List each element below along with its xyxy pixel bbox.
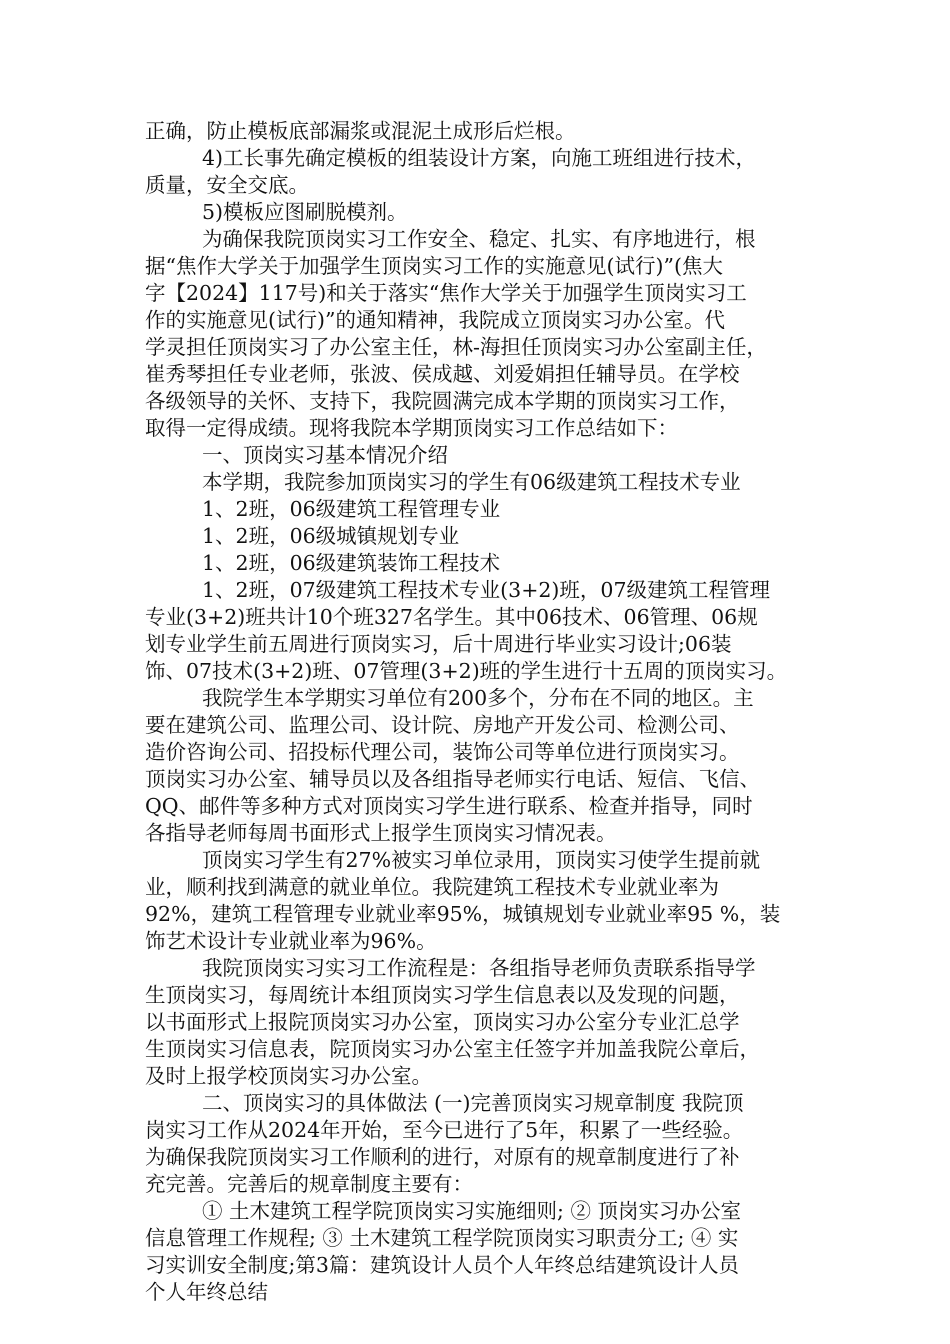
text-line: 充完善。完善后的规章制度主要有： (145, 1172, 473, 1196)
text-line: 正确，防止模板底部漏浆或混泥土成形后烂根。 (145, 119, 576, 143)
text-line: 1、2班，06级城镇规划专业 (202, 524, 460, 548)
text-line: 顶岗实习办公室、辅导员以及各组指导老师实行电话、短信、飞信、 (145, 767, 760, 791)
text-line: 要在建筑公司、监理公司、设计院、房地产开发公司、检测公司、 (145, 713, 740, 737)
text-line: 二、顶岗实习的具体做法 (一)完善顶岗实习规章制度 我院顶 (202, 1091, 744, 1115)
text-line: 各级领导的关怀、支持下，我院圆满完成本学期的顶岗实习工作， (145, 389, 740, 413)
text-line: 我院顶岗实习实习工作流程是：各组指导老师负责联系指导学 (202, 956, 756, 980)
text-line: 及时上报学校顶岗实习办公室。 (145, 1064, 432, 1088)
text-line: 各指导老师每周书面形式上报学生顶岗实习情况表。 (145, 821, 617, 845)
text-line: 为确保我院顶岗实习工作安全、稳定、扎实、有序地进行，根 (202, 227, 756, 251)
text-line: 造价咨询公司、招投标代理公司，装饰公司等单位进行顶岗实习。 (145, 740, 740, 764)
text-line: 生顶岗实习，每周统计本组顶岗实习学生信息表以及发现的问题， (145, 983, 740, 1007)
text-line: 字【2024】117号)和关于落实“焦作大学关于加强学生顶岗实习工 (145, 281, 747, 305)
text-line: 我院学生本学期实习单位有200多个，分布在不同的地区。主 (202, 686, 754, 710)
text-line: 以书面形式上报院顶岗实习办公室，顶岗实习办公室分专业汇总学 (145, 1010, 740, 1034)
text-line: 取得一定得成绩。现将我院本学期顶岗实习工作总结如下： (145, 416, 678, 440)
text-line: 习实训安全制度;第3篇：建筑设计人员个人年终总结建筑设计人员 (145, 1253, 739, 1277)
text-line: 饰艺术设计专业就业率为96%。 (145, 929, 437, 953)
text-line: 划专业学生前五周进行顶岗实习，后十周进行毕业实习设计;06装 (145, 632, 732, 656)
text-line: 5)模板应图刷脱模剂。 (202, 200, 408, 224)
text-line: 1、2班，06级建筑装饰工程技术 (202, 551, 501, 575)
text-line: 据“焦作大学关于加强学生顶岗实习工作的实施意见(试行)”(焦大 (145, 254, 723, 278)
text-line: 一、顶岗实习基本情况介绍 (202, 443, 448, 467)
text-line: ① 土木建筑工程学院顶岗实习实施细则; ② 顶岗实习办公室 (202, 1199, 741, 1223)
text-line: 本学期，我院参加顶岗实习的学生有06级建筑工程技术专业 (202, 470, 741, 494)
text-line: 质量，安全交底。 (145, 173, 309, 197)
text-line: 作的实施意见(试行)”的通知精神，我院成立顶岗实习办公室。代 (145, 308, 725, 332)
text-line: 专业(3+2)班共计10个班327名学生。其中06技术、06管理、06规 (145, 605, 758, 629)
text-line: 92%，建筑工程管理专业就业率95%，城镇规划专业就业率95 %，装 (145, 902, 781, 926)
text-line: 崔秀琴担任专业老师，张波、侯成越、刘爱娟担任辅导员。在学校 (145, 362, 740, 386)
text-line: 1、2班，06级建筑工程管理专业 (202, 497, 501, 521)
text-line: 岗实习工作从2024年开始，至今已进行了5年，积累了一些经验。 (145, 1118, 744, 1142)
document-body (145, 118, 810, 1306)
text-line: 业，顺利找到满意的就业单位。我院建筑工程技术专业就业率为 (145, 875, 719, 899)
text-line: 顶岗实习学生有27%被实习单位录用，顶岗实习使学生提前就 (202, 848, 761, 872)
text-line: 学灵担任顶岗实习了办公室主任，林-海担任顶岗实习办公室副主任， (145, 335, 767, 359)
text-line: 生顶岗实习信息表，院顶岗实习办公室主任签字并加盖我院公章后， (145, 1037, 760, 1061)
text-line: 1、2班，07级建筑工程技术专业(3+2)班，07级建筑工程管理 (202, 578, 771, 602)
text-line: QQ、邮件等多种方式对顶岗实习学生进行联系、检查并指导，同时 (145, 794, 753, 818)
text-line: 饰、07技术(3+2)班、07管理(3+2)班的学生进行十五周的顶岗实习。 (145, 659, 788, 683)
text-line: 4)工长事先确定模板的组装设计方案，向施工班组进行技术， (202, 146, 757, 170)
text-line: 信息管理工作规程; ③ 土木建筑工程学院顶岗实习职责分工; ④ 实 (145, 1226, 739, 1250)
text-line: 为确保我院顶岗实习工作顺利的进行，对原有的规章制度进行了补 (145, 1145, 740, 1169)
text-line: 个人年终总结 (145, 1280, 268, 1304)
